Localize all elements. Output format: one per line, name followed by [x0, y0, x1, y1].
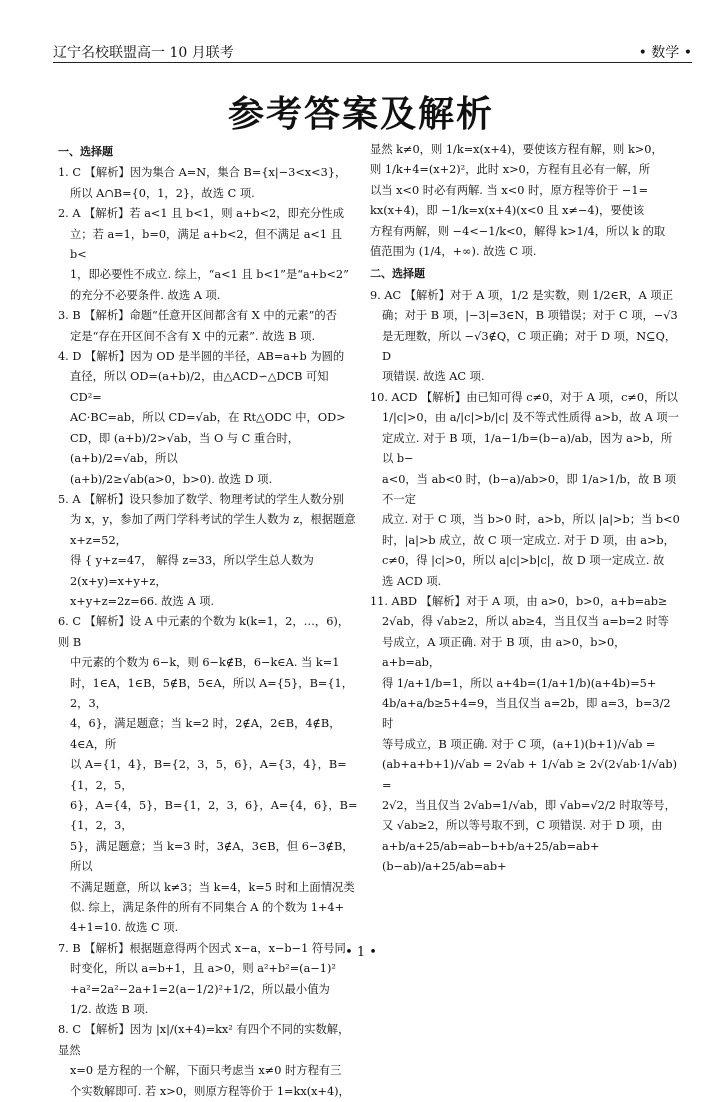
text-line: kx(x+4)，即 −1/k=x(x+4)(x<0 且 x≠−4)，要使该 [370, 204, 645, 218]
text-line: 4. D 【解析】因为 OD 是半圆的半径，AB=a+b 为圆的 [58, 350, 345, 364]
text-line: 时，1∈A，1∈B，5∉B，5∈A，所以 A={5}，B={1，2，3， [70, 676, 354, 710]
text-line: 值范围为 (1/4，+∞). 故选 C 项. [370, 245, 537, 259]
text-line: 2. A 【解析】若 a<1 且 b<1，则 a+b<2，即充分性成 [58, 207, 344, 221]
text-line: 2√2，当且仅当 2√ab=1/√ab，即 √ab=√2/2 时取等号， [382, 799, 676, 812]
section-heading: 二、选择题 [370, 267, 425, 281]
text-line: 项错误. 故选 AC 项. [382, 370, 485, 384]
text-line: 为 x，y，参加了两门学科考试的学生人数为 z，根据题意 [70, 513, 356, 527]
text-line: 不满足题意，所以 k≠3；当 k=4，k=5 时和上面情况类 [70, 880, 355, 894]
text-line: 号成立，A 项正确. 对于 B 项，由 a>0，b>0，a+b=ab， [382, 635, 626, 670]
text-line: +a²=2a²−2a+1=2(a−1/2)²+1/2，所以最小值为 [70, 982, 330, 996]
text-line: 1，即必要性不成立. 综上，“a<1 且 b<1”是“a+b<2” [70, 268, 349, 282]
text-line: 个实数解即可. 若 x>0，则原方程等价于 1=kx(x+4)， [70, 1084, 350, 1098]
text-line: 又 √ab≥2，所以等号取不到，C 项错误. 对于 D 项，由 [382, 819, 663, 833]
text-line: 则 1/k+4=(x+2)²，此时 x>0，方程有且必有一解，所 [370, 163, 650, 177]
text-line: 1. C 【解析】因为集合 A=N，集合 B={x|−3<x<3}， [58, 166, 347, 180]
text-line: CD，即 (a+b)/2>√ab，当 O 与 C 重合时，(a+b)/2=√ab，所以 [70, 431, 300, 466]
text-line: 9. AC 【解析】对于 A 项，1/2 是实数，则 1/2∈R，A 项正 [370, 288, 674, 302]
text-line: 直径，所以 OD=(a+b)/2，由△ACD∽△DCB 可知 CD²= [70, 370, 329, 404]
text-line: a+b/a+25/ab=ab−b+b/a+25/ab=ab+(b−ab)/a+25/ab=ab+ [382, 839, 600, 874]
text-line: x+y+z=2z=66. 故选 A 项. [70, 594, 215, 608]
subject-label: • 数学 • [638, 45, 692, 61]
text-line: 3. B 【解析】命题“任意开区间都含有 X 中的元素”的否 [58, 309, 337, 323]
text-line: 1/2. 故选 B 项. [70, 1003, 149, 1017]
text-line: 11. ABD 【解析】对于 A 项，由 a>0，b>0，a+b=ab≥ [370, 594, 668, 608]
text-line: 以当 x<0 时必有两解. 当 x<0 时，原方程等价于 −1= [370, 183, 649, 197]
text-line: 似. 综上，满足条件的所有不同集合 A 的个数为 1+4+ [70, 901, 345, 915]
text-line: 选 ACD 项. [382, 574, 442, 588]
text-line: 是无理数，所以 −√3∉Q，C 项正确；对于 D 项，N⊆Q，D [382, 329, 677, 364]
text-line: 4+1=10. 故选 C 项. [70, 921, 179, 935]
text-line: 4b/a+a/b≥5+4=9，当且仅当 a=2b，即 a=3，b=3/2 时 [382, 696, 671, 731]
text-line: 定是“存在开区间不含有 X 中的元素”. 故选 B 项. [70, 329, 316, 343]
text-line: x+z=52， [70, 533, 127, 547]
text-line: 10. ACD 【解析】由已知可得 c≠0，对于 A 项，c≠0，所以 [370, 390, 678, 404]
text-line: c≠0，得 |c|>0，所以 a|c|>b|c|，故 D 项一定成立. 故 [382, 554, 665, 568]
text-line: 6}，A={4，5}，B={1，2，3，6}，A={4，6}，B={1，2，3， [70, 799, 358, 833]
section-heading: 一、选择题 [58, 145, 113, 158]
text-line: 2√ab，得 √ab≥2，所以 ab≥4，当且仅当 a=b=2 时等 [382, 615, 669, 629]
text-line: a<0，当 ab<0 时，(b−a)/ab>0，即 1/a>1/b，故 B 项不一定 [382, 472, 677, 506]
text-line: 所以 A∩B={0，1，2}，故选 C 项. [70, 186, 255, 200]
text-line: 5. A 【解析】设只参加了数学、物理考试的学生人数分别 [58, 492, 344, 506]
text-line: 立；若 a=1，b=0，满足 a+b<2，但不满足 a<1 且 b< [70, 227, 342, 262]
text-line: AC·BC=ab，所以 CD=√ab，在 Rt△ODC 中，OD> [70, 411, 346, 425]
text-line: (ab+a+b+1)/√ab = 2√ab + 1/√ab ≥ 2√(2√ab·1/√ab) = [382, 758, 678, 792]
text-line: 7. B 【解析】根据题意得两个因式 x−a，x−b−1 符号同 [58, 941, 346, 955]
text-line: 中元素的个数为 6−k，则 6−k∉B，6−k∈A. 当 k=1 [70, 656, 340, 670]
text-line: 方程有两解，则 −4<−1/k<0，解得 k>1/4，所以 k 的取 [370, 224, 666, 238]
text-line: 定成立. 对于 B 项，1/a−1/b=(b−a)/ab，因为 a>b，所以 b− [382, 431, 673, 466]
text-line: 得 { y+z=47， 解得 z=33，所以学生总人数为 [70, 554, 314, 568]
text-line: 时变化，所以 a=b+1，且 a>0，则 a²+b²=(a−1)² [70, 962, 336, 976]
text-line: 时，|a|>b 成立，故 C 项一定成立. 对于 D 项，由 a>b， [382, 533, 675, 547]
text-line: 1/|c|>0，由 a/|c|>b/|c| 及不等式性质得 a>b，故 A 项一 [382, 411, 679, 425]
page-title: 参考答案及解析 [227, 94, 494, 135]
text-line: 显然 k≠0，则 1/k=x(x+4)，要使该方程有解，则 k>0， [370, 143, 663, 156]
text-line: 确；对于 B 项，|−3|=3∈N，B 项错误；对于 C 项，−√3 [382, 309, 678, 323]
text-line: 8. C 【解析】因为 |x|/(x+4)=kx² 有四个不同的实数解，显然 [58, 1023, 350, 1057]
text-line: 的充分不必要条件. 故选 A 项. [70, 288, 221, 302]
page-header [53, 40, 692, 63]
exam-name: 辽宁名校联盟高一 10 月联考 [53, 45, 234, 61]
text-line: 以 A={1，4}，B={2，3，5，6}，A={3，4}，B={1，2，5， [70, 758, 347, 792]
text-line: 等号成立，B 项正确. 对于 C 项，(a+1)(b+1)/√ab = [382, 737, 656, 751]
text-line: 2(x+y)=x+y+z， [70, 574, 167, 588]
text-line: 成立. 对于 C 项，当 b>0 时，a>b，所以 |a|>b；当 b<0 [382, 513, 680, 527]
text-line: 5}，满足题意；当 k=3 时，3∉A，3∈B，但 6−3∉B，所以 [70, 839, 354, 874]
right-column [370, 140, 680, 878]
text-line: 4，6}，满足题意；当 k=2 时，2∉A，2∈B，4∉B，4∈A，所 [70, 717, 341, 751]
text-line: 6. C 【解析】设 A 中元素的个数为 k(k=1，2，…，6)，则 B [58, 615, 350, 649]
text-line: x=0 是方程的一个解，下面只考虑当 x≠0 时方程有三 [70, 1064, 342, 1078]
page-number: • 1 • [345, 945, 377, 960]
text-line: 得 1/a+1/b=1，所以 a+4b=(1/a+1/b)(a+4b)=5+ [382, 676, 657, 690]
text-line: (a+b)/2≥√ab(a>0，b>0). 故选 D 项. [70, 472, 273, 486]
